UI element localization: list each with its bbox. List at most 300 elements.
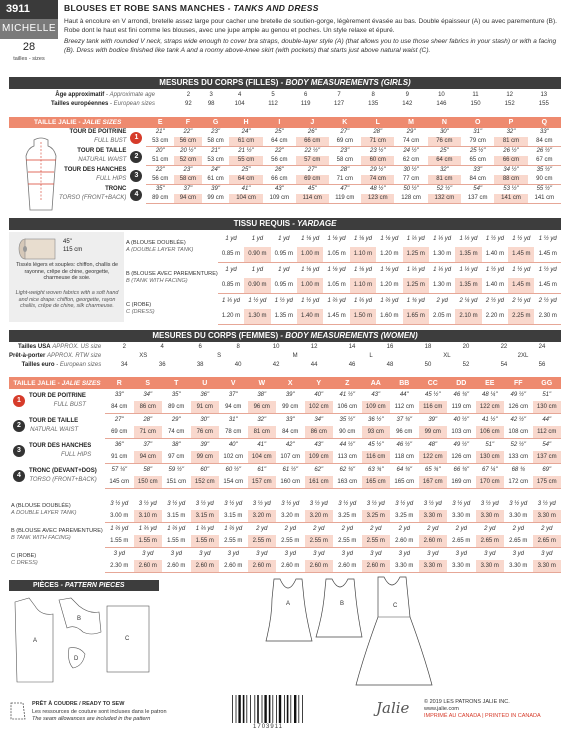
eu-size-cell: 40 bbox=[234, 362, 242, 368]
jalie-size-label: TAILLE JALIE - JALIE SIZES bbox=[9, 377, 105, 389]
jalie-size-cell: X bbox=[276, 377, 305, 389]
women-rtw-row bbox=[9, 352, 561, 361]
eu-size-cell: 119 bbox=[300, 101, 311, 107]
measure-cm-cell: 69 cm bbox=[329, 137, 362, 147]
pattern-id-block bbox=[0, 0, 58, 66]
measure-inch-cell: 43" bbox=[274, 186, 284, 192]
jalie-size-cell: Z bbox=[333, 377, 362, 389]
girls-yardage-row bbox=[124, 232, 561, 247]
measure-label: 1TOUR DE POITRINE FULL BUST bbox=[9, 389, 105, 414]
yardage-m-cell: 1.45 m bbox=[508, 278, 534, 294]
measure-inch-cell: 48" bbox=[428, 442, 438, 448]
yardage-yd-cell: 1 ⅛ yd bbox=[301, 267, 320, 273]
measure-inch-cell: 20 ½" bbox=[180, 148, 196, 154]
measure-inch-cell: 32" bbox=[257, 417, 267, 423]
yardage-yd-cell: 3 yd bbox=[484, 551, 496, 557]
jalie-size-cell: FF bbox=[504, 377, 533, 389]
measure-inch-cell: 49 ½" bbox=[510, 392, 526, 398]
yardage-m-cell: 1.05 m bbox=[323, 278, 349, 294]
measure-inch-cell: 29" bbox=[406, 129, 416, 135]
measure-inch-cell: 23 ½" bbox=[370, 148, 386, 154]
measure-cm-cell: 103 cm bbox=[447, 426, 476, 439]
fabric-width-cm: 115 cm bbox=[63, 247, 83, 253]
description-en: Breezy tank with rounded V neck, straps wide enough to cover bra straps, double-layer style (A) (that allows you to use those sheer fabrics in your stash) or with a facing (B). Dress with bodice finished like tank A and a roomy above-knee skirt (with pockets) that starts just above natural waist (C). bbox=[64, 38, 557, 54]
eu-size-cell: 34 bbox=[120, 362, 128, 368]
measure-inch-cell: 46 ¾" bbox=[453, 392, 469, 398]
age-cell: 9 bbox=[405, 92, 409, 98]
measure-number-badge: 3 bbox=[13, 445, 25, 457]
rtw-size-cell: 2XL bbox=[517, 353, 529, 359]
measure-inch-cell: 48 ½" bbox=[370, 186, 386, 192]
measure-cm-cell: 169 cm bbox=[447, 476, 476, 489]
yardage-m-cell: 0.95 m bbox=[271, 247, 297, 263]
measure-cm-cell: 84 cm bbox=[461, 175, 494, 185]
measure-number-badge: 2 bbox=[13, 420, 25, 432]
measure-cm-cell: 56 cm bbox=[263, 156, 296, 166]
measure-cm-cell: 53 cm bbox=[202, 156, 230, 166]
measure-inch-cell: 61 ½" bbox=[282, 467, 298, 473]
measure-cm-cell: 57 cm bbox=[296, 156, 329, 166]
measure-inch-cell: 34" bbox=[314, 417, 324, 423]
yardage-yd-cell: 1 yd bbox=[278, 267, 290, 273]
ready-fr: PRÊT À COUDRE bbox=[32, 701, 78, 707]
yardage-yd-cell: 2 yd bbox=[370, 526, 382, 532]
measure-inch-cell: 27" bbox=[307, 167, 317, 173]
women-bar-en: - BODY MEASUREMENTS (WOMEN) bbox=[280, 331, 418, 340]
measure-inch-cell: 67 ¼" bbox=[482, 467, 498, 473]
yardage-yd-cell: 3 yd bbox=[455, 551, 467, 557]
ready-en: / READY TO SEW bbox=[79, 701, 125, 707]
sizes-label: tailles - sizes bbox=[13, 56, 45, 62]
eu-size-cell: 146 bbox=[436, 101, 447, 107]
printed-fr: IMPRIMÉ AU CANADA bbox=[424, 713, 481, 719]
yardage-yd-cell: 1 ⅔ yd bbox=[224, 526, 243, 532]
measure-cm-cell: 126 cm bbox=[504, 401, 533, 414]
jalie-size-cell: O bbox=[461, 117, 494, 128]
yardage-m-cell: 1.30 m bbox=[429, 247, 455, 263]
measure-cm-cell: 84 cm bbox=[276, 426, 305, 439]
measure-inch-cell: 22 ½" bbox=[304, 148, 321, 154]
yardage-m-cell: 1.40 m bbox=[297, 309, 323, 325]
yardage-m-cell: 2.60 m bbox=[134, 560, 163, 573]
yardage-yd-cell: 2 ½ yd bbox=[512, 298, 531, 304]
yardage-yd-cell: 3 ½ yd bbox=[138, 501, 157, 507]
women-measurement-table bbox=[9, 377, 561, 489]
women-yardage-row bbox=[9, 523, 561, 536]
measure-inch-cell: 35 ½" bbox=[339, 417, 355, 423]
measure-cm-cell: 76 cm bbox=[428, 137, 461, 147]
yardage-m-cell: 0.95 m bbox=[271, 278, 297, 294]
measure-cm-cell: 104 cm bbox=[248, 451, 277, 464]
yardage-yd-cell: 1 ⅔ yd bbox=[353, 298, 372, 304]
measure-cm-cell: 71 cm bbox=[134, 426, 163, 439]
yardage-m-cell: 1.55 m bbox=[162, 535, 191, 548]
measure-inch-cell: 34" bbox=[143, 392, 153, 398]
measure-cm-cell: 150 cm bbox=[134, 476, 163, 489]
measure-inch-cell: 38" bbox=[171, 442, 181, 448]
printed-en: | PRINTED IN CANADA bbox=[482, 713, 541, 719]
yardage-yd-cell: 1 yd bbox=[278, 236, 290, 242]
copyright: © 2019 LES PATRONS JALIE INC. bbox=[424, 699, 510, 705]
yardage-m-cell: 0.85 m bbox=[218, 278, 244, 294]
women-yardage-table bbox=[9, 498, 561, 573]
age-cell: 5 bbox=[271, 92, 275, 98]
measure-cm-cell: 88 cm bbox=[494, 175, 527, 185]
measure-cm-cell: 58 cm bbox=[202, 137, 230, 147]
yardage-yd-cell: 3 ½ yd bbox=[480, 501, 499, 507]
yardage-yd-cell: 3 ½ yd bbox=[338, 501, 357, 507]
yardage-yd-cell: 3 ½ yd bbox=[167, 501, 186, 507]
yardage-yd-cell: 2 yd bbox=[541, 526, 553, 532]
measure-inch-cell: 27" bbox=[114, 417, 124, 423]
measure-cm-cell: 99 cm bbox=[191, 451, 220, 464]
girls-measurement-table bbox=[9, 117, 561, 204]
measure-cm-cell: 93 cm bbox=[362, 426, 391, 439]
us-size-label: Tailles USA APPROX. US size bbox=[17, 344, 102, 350]
yardage-m-cell: 0.85 m bbox=[218, 247, 244, 263]
measure-inch-cell: 61" bbox=[257, 467, 267, 473]
tank-b-drawing bbox=[316, 579, 362, 637]
yardage-m-cell: 1.10 m bbox=[350, 247, 376, 263]
measure-cm-cell: 165 cm bbox=[390, 476, 419, 489]
yardage-yd-cell: 1 yd bbox=[225, 236, 237, 242]
measure-label: 3TOUR DES HANCHES FULL HIPS bbox=[9, 439, 105, 464]
yardage-m-cell: 1.65 m bbox=[403, 309, 429, 325]
yardage-m-cell: 2.60 m bbox=[419, 535, 448, 548]
printed-in bbox=[424, 713, 541, 719]
measure-inch-cell: 44 ½" bbox=[339, 442, 355, 448]
yardage-m-cell: 3.25 m bbox=[333, 510, 362, 523]
yardage-label: A (BLOUSE DOUBLÉE) A DOUBLE LAYER TANK) bbox=[11, 503, 77, 517]
tank-a-drawing bbox=[266, 579, 312, 641]
measure-inch-cell: 23" bbox=[211, 129, 220, 135]
yardage-m-cell: 3.00 m bbox=[105, 510, 134, 523]
measure-cm-cell: 152 cm bbox=[191, 476, 220, 489]
yardage-m-cell: 3.30 m bbox=[447, 560, 476, 573]
fabric-info-panel bbox=[9, 232, 124, 322]
measure-inch-cell: 28" bbox=[143, 417, 153, 423]
measure-cm-cell: 172 cm bbox=[504, 476, 533, 489]
eu-size-cell: 127 bbox=[334, 101, 345, 107]
yardage-m-cell: 1.55 m bbox=[105, 535, 134, 548]
girls-eu-row bbox=[9, 100, 561, 109]
measure-cm-cell: 51 cm bbox=[146, 156, 174, 166]
women-size-table bbox=[9, 343, 561, 370]
yardage-label: B (BLOUSE AVEC PAREMENTURE) B TANK WITH FACING) bbox=[11, 528, 103, 541]
measure-cm-cell: 90 cm bbox=[333, 426, 362, 439]
yardage-yd-cell: 2 yd bbox=[341, 526, 353, 532]
measure-inch-cell: 50 ½" bbox=[403, 186, 419, 192]
measure-inch-cell: 22" bbox=[183, 129, 193, 135]
yardage-yd-cell: 3 yd bbox=[227, 551, 239, 557]
measure-number-badge: 3 bbox=[130, 170, 142, 182]
measure-inch-cell: 21" bbox=[155, 129, 165, 135]
us-size-cell: 20 bbox=[462, 344, 470, 350]
yardage-yd-cell: 1 ⅔ yd bbox=[380, 298, 399, 304]
yardage-yd-cell: 1 yd bbox=[225, 267, 237, 273]
us-size-cell: 6 bbox=[198, 344, 202, 350]
measure-inch-cell: 51" bbox=[485, 442, 495, 448]
eu-size-cell: 56 bbox=[538, 362, 546, 368]
fabric-width bbox=[63, 238, 82, 254]
yardage-m-cell: 1.00 m bbox=[297, 278, 323, 294]
measure-inch-cell: 35" bbox=[171, 392, 181, 398]
jalie-size-cell: K bbox=[329, 117, 362, 128]
measure-inch-cell: 60 ½" bbox=[225, 467, 241, 473]
measure-cm-cell: 122 cm bbox=[476, 401, 505, 414]
yardage-m-cell: 1.30 m bbox=[429, 278, 455, 294]
yardage-yd-cell: 2 ½ yd bbox=[485, 298, 504, 304]
yardage-yd-cell: 1 ½ yd bbox=[538, 267, 557, 273]
jalie-size-cell: EE bbox=[476, 377, 505, 389]
jalie-size-cell: Q bbox=[528, 117, 561, 128]
jalie-size-cell: H bbox=[229, 117, 262, 128]
jalie-size-cell: V bbox=[219, 377, 248, 389]
measure-cm-cell: 116 cm bbox=[419, 401, 448, 414]
yardage-yd-cell: 2 ½ yd bbox=[538, 298, 557, 304]
jalie-size-cell: GG bbox=[533, 377, 562, 389]
yardage-bar bbox=[9, 218, 561, 230]
eu-size-cell: 52 bbox=[462, 362, 470, 368]
measure-cm-cell: 163 cm bbox=[333, 476, 362, 489]
measure-cm-cell: 109 cm bbox=[362, 401, 391, 414]
yardage-yd-cell: 1 ⅓ yd bbox=[406, 236, 425, 242]
measure-cm-cell: 66 cm bbox=[296, 137, 329, 147]
footer bbox=[0, 693, 570, 737]
measure-cm-cell: 61 cm bbox=[202, 175, 230, 185]
measure-cm-cell: 91 cm bbox=[105, 451, 134, 464]
measure-label: TOUR DES HANCHES FULL HIPS3 bbox=[9, 166, 146, 185]
pattern-number: 3911 bbox=[0, 0, 58, 19]
measure-cm-cell: 99 cm bbox=[276, 401, 305, 414]
title-fr: BLOUSES ET ROBE SANS MANCHES bbox=[64, 3, 225, 13]
yardage-m-cell: 2.55 m bbox=[276, 535, 305, 548]
measure-inch-cell: 45" bbox=[307, 186, 317, 192]
yardage-m-cell: 1.20 m bbox=[218, 309, 244, 325]
age-cell: 7 bbox=[337, 92, 341, 98]
measure-cm-cell: 60 cm bbox=[361, 156, 394, 166]
measure-cm-cell: 86 cm bbox=[134, 401, 163, 414]
measure-cm-cell: 119 cm bbox=[447, 401, 476, 414]
yardage-yd-cell: 2 yd bbox=[427, 526, 439, 532]
measure-inch-cell: 28" bbox=[373, 129, 383, 135]
measure-cm-cell: 141 cm bbox=[528, 194, 561, 204]
measure-cm-cell: 81 cm bbox=[428, 175, 461, 185]
measure-cm-cell: 64 cm bbox=[229, 175, 262, 185]
piece-label-a: A bbox=[33, 638, 38, 644]
yardage-yd-cell: 3 yd bbox=[313, 551, 325, 557]
measure-inch-cell: 45 ½" bbox=[368, 442, 384, 448]
us-size-cell: 24 bbox=[538, 344, 546, 350]
us-size-cell: 12 bbox=[310, 344, 318, 350]
measure-inch-cell: 52 ½" bbox=[510, 442, 526, 448]
yardage-m-cell: 3.30 m bbox=[419, 510, 448, 523]
pieces-bar-fr: PIÈCES bbox=[33, 582, 59, 589]
measure-cm-cell: 84 cm bbox=[528, 137, 561, 147]
measure-inch-cell: 24 ½" bbox=[403, 148, 419, 154]
measure-cm-cell: 170 cm bbox=[476, 476, 505, 489]
measure-inch-cell: 31" bbox=[473, 129, 483, 135]
measure-cm-cell: 58 cm bbox=[329, 156, 362, 166]
age-cell: 3 bbox=[209, 92, 213, 98]
yardage-m-cell: 1.00 m bbox=[297, 247, 323, 263]
sizes-count: 28 bbox=[22, 41, 36, 53]
women-measure-row bbox=[9, 464, 561, 477]
measure-inch-cell: 26" bbox=[274, 167, 284, 173]
jalie-size-cell: AA bbox=[362, 377, 391, 389]
yardage-m-cell: 2.60 m bbox=[191, 560, 220, 573]
measure-cm-cell: 56 cm bbox=[174, 137, 202, 147]
measure-inch-cell: 36" bbox=[114, 442, 124, 448]
jalie-size-cell: M bbox=[394, 117, 427, 128]
measure-inch-cell: 26 ½" bbox=[536, 148, 553, 154]
measure-inch-cell: 35 ½" bbox=[536, 167, 553, 173]
yardage-yd-cell: 3 ½ yd bbox=[509, 501, 528, 507]
yardage-yd-cell: 1 ⅔ yd bbox=[327, 298, 346, 304]
us-size-cell: 2 bbox=[122, 344, 126, 350]
measure-inch-cell: 53 ½" bbox=[503, 186, 519, 192]
measure-cm-cell: 61 cm bbox=[229, 137, 262, 147]
measure-number-badge: 4 bbox=[130, 189, 142, 201]
measure-inch-cell: 23" bbox=[340, 148, 350, 154]
girls-age-row bbox=[9, 91, 561, 100]
measure-cm-cell: 66 cm bbox=[263, 175, 296, 185]
yardage-yd-cell: 1 ⅓ yd bbox=[433, 236, 452, 242]
yardage-m-cell: 2.30 m bbox=[105, 560, 134, 573]
measure-number-badge: 1 bbox=[130, 132, 142, 144]
measure-inch-cell: 29" bbox=[171, 417, 181, 423]
yardage-yd-cell: 3 yd bbox=[284, 551, 296, 557]
yardage-yd-cell: 2 yd bbox=[313, 526, 325, 532]
measure-inch-cell: 43" bbox=[371, 392, 381, 398]
eu-size-cell: 36 bbox=[158, 362, 166, 368]
yardage-m-cell: 2.60 m bbox=[219, 560, 248, 573]
measure-cm-cell: 113 cm bbox=[333, 451, 362, 464]
girls-measure-row bbox=[9, 147, 561, 157]
measure-inch-cell: 52 ½" bbox=[436, 186, 453, 192]
measure-cm-cell: 74 cm bbox=[394, 137, 427, 147]
yardage-m-cell: 2.60 m bbox=[390, 535, 419, 548]
measure-inch-cell: 21 ½" bbox=[238, 148, 254, 154]
measure-inch-cell: 32" bbox=[439, 167, 449, 173]
measure-cm-cell: 114 cm bbox=[296, 194, 329, 204]
measure-inch-cell: 25" bbox=[439, 148, 449, 154]
yardage-yd-cell: 1 ½ yd bbox=[301, 298, 320, 304]
measure-cm-cell: 89 cm bbox=[162, 401, 191, 414]
eu-size-cell: 135 bbox=[368, 101, 379, 107]
measure-inch-cell: 33" bbox=[285, 417, 295, 423]
yardage-m-cell: 1.60 m bbox=[376, 309, 402, 325]
title-en: - TANKS AND DRESS bbox=[227, 3, 319, 13]
ready-to-sew bbox=[32, 701, 124, 707]
measure-cm-cell: 126 cm bbox=[447, 451, 476, 464]
measure-inch-cell: 66 ¾" bbox=[453, 467, 469, 473]
eu-size-cell: 54 bbox=[500, 362, 508, 368]
jalie-size-cell: I bbox=[263, 117, 296, 128]
piece-label-b: B bbox=[77, 616, 82, 622]
measure-inch-cell: 51" bbox=[542, 392, 552, 398]
piece-label-d: D bbox=[74, 656, 79, 662]
yardage-yd-cell: 1 ¾ yd bbox=[406, 298, 425, 304]
measure-inch-cell: 27" bbox=[340, 129, 350, 135]
yardage-m-cell: 3.15 m bbox=[191, 510, 220, 523]
yardage-m-cell: 3.30 m bbox=[476, 560, 505, 573]
yardage-yd-cell: 2 yd bbox=[512, 526, 524, 532]
measure-cm-cell: 112 cm bbox=[533, 426, 562, 439]
measure-label: 4TRONC (DEVANT+DOS) TORSO (FRONT+BACK) bbox=[9, 464, 105, 489]
jalie-size-cell: G bbox=[202, 117, 230, 128]
drawing-label-b: B bbox=[340, 601, 345, 607]
yardage-yd-cell: 1 yd bbox=[251, 236, 264, 242]
measure-cm-cell: 130 cm bbox=[533, 401, 562, 414]
fabric-width-in: 45" bbox=[63, 239, 72, 245]
yardage-yd-cell: 1 ⅓ yd bbox=[459, 267, 478, 273]
measure-cm-cell: 137 cm bbox=[533, 451, 562, 464]
measure-number-badge: 4 bbox=[13, 470, 25, 482]
measure-cm-cell: 66 cm bbox=[494, 156, 527, 166]
website: www.jalie.com bbox=[424, 706, 459, 712]
yardage-yd-cell: 1 ⅛ yd bbox=[353, 267, 372, 273]
barcode-graphic bbox=[230, 695, 306, 723]
measure-inch-cell: 45 ½" bbox=[425, 392, 441, 398]
measure-inch-cell: 37" bbox=[143, 442, 153, 448]
measure-inch-cell: 42" bbox=[285, 442, 295, 448]
us-size-cell: 10 bbox=[272, 344, 280, 350]
measure-inch-cell: 39" bbox=[200, 442, 210, 448]
yardage-m-cell: 3.30 m bbox=[533, 560, 562, 573]
measure-inch-cell: 41" bbox=[241, 186, 251, 192]
yardage-m-cell: 3.15 m bbox=[219, 510, 248, 523]
measure-inch-cell: 40 ½" bbox=[453, 417, 469, 423]
measure-inch-cell: 48 ¼" bbox=[482, 392, 498, 398]
measure-cm-cell: 76 cm bbox=[191, 426, 220, 439]
measure-cm-cell: 67 cm bbox=[528, 156, 561, 166]
measure-cm-cell: 52 cm bbox=[174, 156, 202, 166]
rtw-size-label: Prêt-à-porter APPROX. RTW size bbox=[9, 353, 102, 359]
measure-inch-cell: 41 ½" bbox=[482, 417, 498, 423]
yardage-yd-cell: 1 ⅛ yd bbox=[327, 236, 346, 242]
yardage-m-cell: 3.25 m bbox=[362, 510, 391, 523]
yardage-m-cell: 1.10 m bbox=[350, 278, 376, 294]
us-size-cell: 8 bbox=[236, 344, 240, 350]
measure-cm-cell: 94 cm bbox=[219, 401, 248, 414]
us-size-cell: 16 bbox=[386, 344, 394, 350]
us-size-cell: 14 bbox=[348, 344, 356, 350]
measure-cm-cell: 91 cm bbox=[191, 401, 220, 414]
measure-cm-cell: 86 cm bbox=[305, 426, 334, 439]
measure-inch-cell: 26 ½" bbox=[503, 148, 519, 154]
measure-inch-cell: 47" bbox=[340, 186, 350, 192]
measure-number-badge: 1 bbox=[13, 395, 25, 407]
yardage-yd-cell: 1 ½ yd bbox=[248, 298, 267, 304]
measure-cm-cell: 69 cm bbox=[105, 426, 134, 439]
yardage-m-cell: 0.90 m bbox=[244, 278, 270, 294]
measure-cm-cell: 71 cm bbox=[329, 175, 362, 185]
measure-inch-cell: 24" bbox=[241, 129, 251, 135]
measure-cm-cell: 123 cm bbox=[361, 194, 394, 204]
measure-inch-cell: 39" bbox=[211, 186, 220, 192]
yardage-m-cell: 2.65 m bbox=[504, 535, 533, 548]
measure-inch-cell: 30" bbox=[200, 417, 210, 423]
jalie-size-cell: DD bbox=[447, 377, 476, 389]
yardage-m-cell: 2.55 m bbox=[219, 535, 248, 548]
measure-cm-cell: 90 cm bbox=[528, 175, 561, 185]
girls-bar-en: - BODY MEASUREMENTS (GIRLS) bbox=[280, 78, 411, 87]
age-cell: 13 bbox=[540, 92, 548, 98]
jalie-size-cell: L bbox=[361, 117, 394, 128]
measure-inch-cell: 39" bbox=[285, 392, 295, 398]
yardage-bar-en: - YARDAGE bbox=[292, 219, 337, 228]
